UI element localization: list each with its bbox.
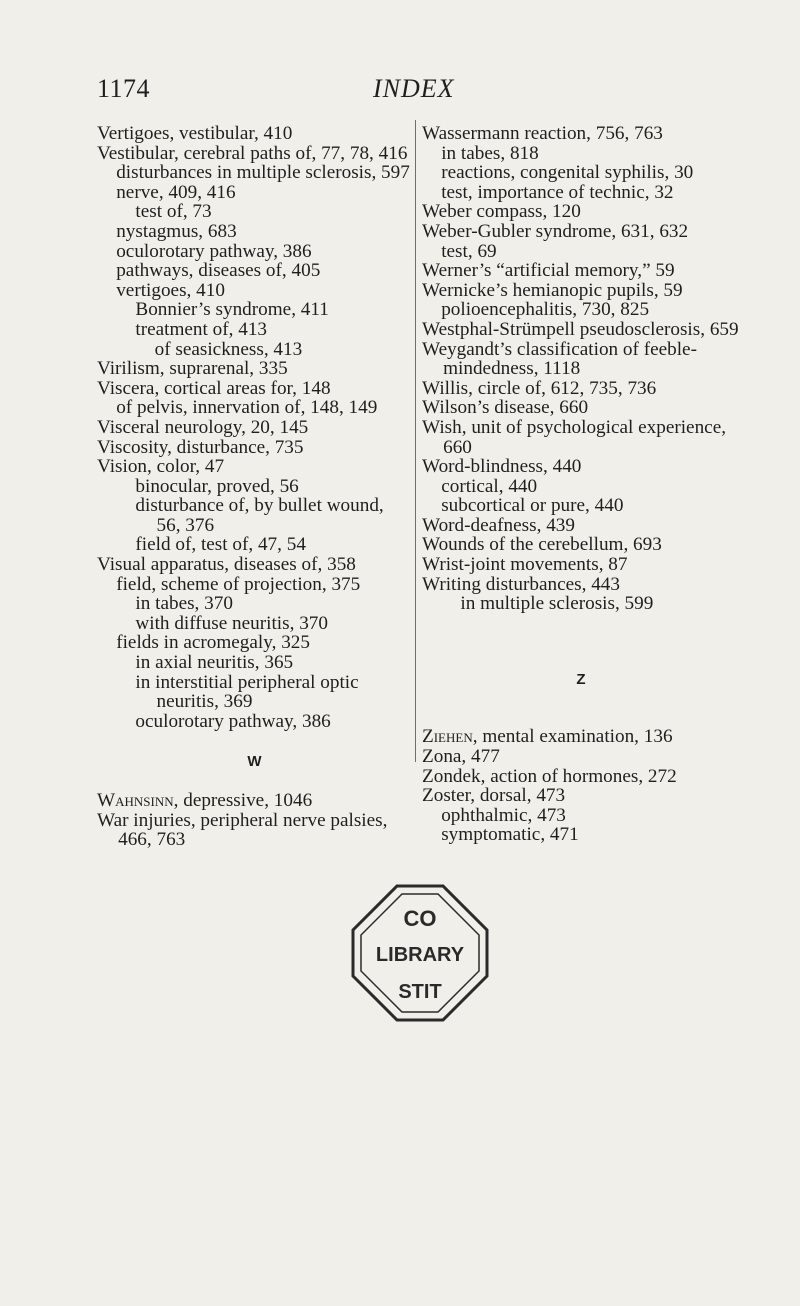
entry-rest: , depressive, 1046 bbox=[173, 790, 313, 811]
index-entry: Westphal-Strümpell pseudosclerosis, 659 bbox=[422, 318, 739, 340]
index-entry: in tabes, 818 bbox=[441, 142, 539, 164]
running-head: INDEX bbox=[373, 74, 455, 103]
index-entry: Zondek, action of hormones, 272 bbox=[422, 765, 677, 787]
index-entry: ophthalmic, 473 bbox=[441, 804, 566, 826]
index-entry: cortical, 440 bbox=[441, 475, 538, 497]
index-entry: Werner’s “artificial memory,” 59 bbox=[422, 260, 675, 282]
right-column bbox=[422, 124, 740, 845]
entry-rest: , mental examination, 136 bbox=[472, 726, 673, 748]
index-entry: pathways, diseases of, 405 bbox=[116, 260, 321, 282]
index-entry: Weygandt’s classification of feeble-mindedness, 1118 bbox=[422, 338, 697, 380]
entry-head: Ziehen bbox=[422, 726, 473, 748]
index-entry: Zoster, dorsal, 473 bbox=[422, 785, 566, 807]
stamp-bottom-text: STIT bbox=[398, 981, 442, 1003]
index-entry: polioencephalitis, 730, 825 bbox=[441, 299, 650, 321]
index-entry: symptomatic, 471 bbox=[441, 824, 579, 846]
index-entry: Virilism, suprarenal, 335 bbox=[97, 358, 288, 380]
index-entry: oculorotary pathway, 386 bbox=[116, 240, 312, 262]
index-entry: Vision, color, 47 bbox=[97, 456, 225, 478]
section-letter-z: Z bbox=[576, 670, 586, 688]
index-entry: in multiple sclerosis, 599 bbox=[460, 593, 654, 615]
library-stamp-graphic bbox=[345, 878, 495, 1028]
index-entry: Bonnier’s syndrome, 411 bbox=[135, 299, 329, 321]
index-entry: reactions, congenital syphilis, 30 bbox=[441, 162, 694, 184]
index-entry: in tabes, 370 bbox=[135, 593, 233, 615]
index-entry: Wernicke’s hemianopic pupils, 59 bbox=[422, 279, 683, 301]
column-divider bbox=[415, 120, 416, 762]
index-entry: test, 69 bbox=[441, 240, 497, 262]
index-entry: of seasickness, 413 bbox=[154, 338, 303, 360]
index-entry: test of, 73 bbox=[135, 201, 212, 223]
index-entry: Word-deafness, 439 bbox=[422, 514, 575, 536]
index-entry: Zona, 477 bbox=[422, 746, 500, 768]
index-entry: disturbance of, by bullet wound, 56, 376 bbox=[135, 495, 384, 536]
index-entry: Vestibular, cerebral paths of, 77, 78, 416 bbox=[97, 142, 408, 164]
index-entry: in axial neuritis, 365 bbox=[135, 652, 294, 674]
index-entry: oculorotary pathway, 386 bbox=[135, 710, 331, 732]
index-entry: disturbances in multiple sclerosis, 597 bbox=[116, 162, 410, 184]
library-stamp bbox=[345, 878, 495, 1028]
index-entry bbox=[97, 791, 412, 811]
index-entry: with diffuse neuritis, 370 bbox=[135, 612, 328, 634]
index-entry: Wrist-joint movements, 87 bbox=[422, 554, 628, 576]
stamp-middle-text: LIBRARY bbox=[375, 944, 465, 966]
index-entry: field, scheme of projection, 375 bbox=[116, 573, 361, 595]
index-entry: field of, test of, 47, 54 bbox=[135, 534, 306, 556]
index-entry: Wish, unit of psychological experience, 660 bbox=[422, 416, 727, 458]
index-entry: treatment of, 413 bbox=[135, 318, 268, 340]
left-column bbox=[97, 124, 412, 850]
index-entry: Viscera, cortical areas for, 148 bbox=[97, 377, 331, 399]
page-number: 1174 bbox=[97, 74, 151, 103]
index-entry: Wilson’s disease, 660 bbox=[422, 397, 589, 419]
index-entry: Visceral neurology, 20, 145 bbox=[97, 416, 309, 438]
index-entry: Weber compass, 120 bbox=[422, 201, 581, 223]
index-entry: Wassermann reaction, 756, 763 bbox=[422, 123, 663, 144]
stamp-top-text: CO bbox=[403, 906, 437, 931]
index-entry: Viscosity, disturbance, 735 bbox=[97, 436, 304, 458]
section-letter-w: W bbox=[247, 753, 262, 771]
index-entry: Word-blindness, 440 bbox=[422, 456, 582, 478]
index-entry: fields in acromegaly, 325 bbox=[116, 632, 310, 654]
index-entry: nystagmus, 683 bbox=[116, 220, 237, 242]
index-entry: binocular, proved, 56 bbox=[135, 475, 299, 497]
index-entry: vertigoes, 410 bbox=[116, 279, 225, 301]
index-entry bbox=[422, 727, 740, 747]
page-header bbox=[0, 0, 800, 120]
index-entry: Weber-Gubler syndrome, 631, 632 bbox=[422, 220, 689, 242]
index-entry: subcortical or pure, 440 bbox=[441, 495, 624, 517]
index-entry: nerve, 409, 416 bbox=[116, 181, 236, 203]
index-entry: in interstitial peripheral optic neuritis, 369 bbox=[135, 671, 359, 713]
index-entry: Wounds of the cerebellum, 693 bbox=[422, 534, 662, 556]
index-entry: Visual apparatus, diseases of, 358 bbox=[97, 554, 356, 576]
index-entry: Willis, circle of, 612, 735, 736 bbox=[422, 377, 657, 399]
index-entry: Writing disturbances, 443 bbox=[422, 573, 620, 595]
index-entry: War injuries, peripheral nerve palsies, 466, 763 bbox=[97, 809, 388, 851]
entry-head: Wahnsinn bbox=[97, 790, 174, 811]
index-entry: of pelvis, innervation of, 148, 149 bbox=[116, 397, 378, 419]
index-entry: Vertigoes, vestibular, 410 bbox=[97, 123, 293, 144]
index-entry: test, importance of technic, 32 bbox=[441, 181, 674, 203]
